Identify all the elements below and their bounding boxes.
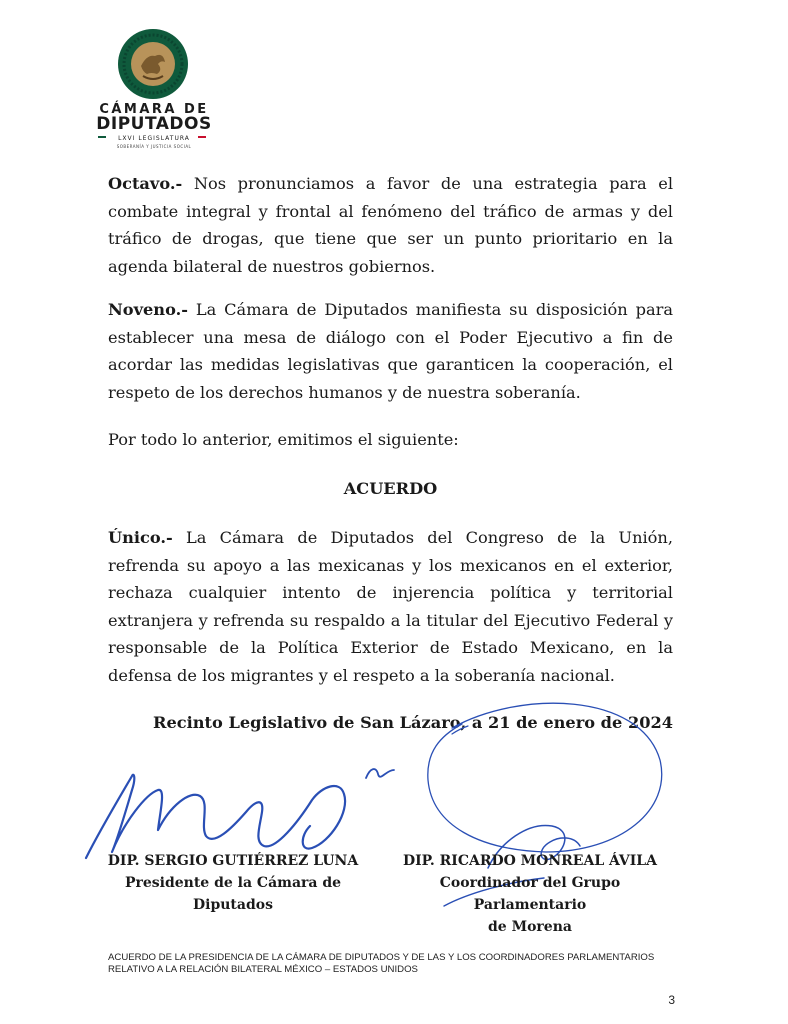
signature-left-flourish [366,769,394,778]
paragraph-text: La Cámara de Diputados del Congreso de la Unión, refrenda su apoyo a las mexicanas y los mexicanos en el exterior, rechaza cualquier intento de injerencia política y territorial extranjera y refrenda su respaldo a la titular del Ejecutivo Federal y responsable de la Política Exterior de Estado Mexicano, en la defensa de los migrantes y el respeto a la soberanía nacional. [108,528,673,685]
paragraph-text: La Cámara de Diputados manifiesta su disposición para establecer una mesa de diálogo con el Poder Ejecutivo a fin de acordar las medidas legislativas que garanticen la cooperación, el respeto de los derechos humanos y de nuestra soberanía. [108,300,673,402]
signatory-gutierrez [98,850,368,916]
logo-motto: SOBERANÍA Y JUSTICIA SOCIAL [116,144,192,149]
paragraph-octavo [108,170,673,280]
signatory-role: Coordinador del Grupo [439,875,621,891]
signatory-name: DIP. RICARDO MONREAL ÁVILA [402,853,658,869]
paragraph-label: Único.- [108,528,173,547]
footer-note [108,952,688,976]
signatory-role: de Morena [488,919,572,935]
signatory-monreal [385,850,675,938]
flag-bar-green [98,136,106,138]
paragraph-noveno [108,296,673,406]
logo-line2: DIPUTADOS [96,114,212,134]
place-and-date: Recinto Legislativo de San Lázaro, a 21 de enero de 2024 [153,713,673,732]
paragraph-unico [108,524,673,689]
logo-line1: CÁMARA DE [99,102,209,117]
section-heading: ACUERDO [343,479,438,498]
chamber-logo [92,28,216,149]
paragraph-text: Nos pronunciamos a favor de una estrategia para el combate integral y frontal al fenómeno del tráfico de armas y del tráfico de drogas, que tiene que ser un punto prioritario en la agenda bilateral de nuestros gobiernos. [108,174,673,276]
footer-line: RELATIVO A LA RELACIÓN BILATERAL MÉXICO – ESTADOS UNIDOS [108,964,418,975]
national-seal-icon [117,28,189,100]
signatory-name: DIP. SERGIO GUTIÉRREZ LUNA [107,853,359,869]
page-number: 3 [668,993,675,1007]
paragraph-label: Noveno.- [108,300,188,319]
paragraph-intro: Por todo lo anterior, emitimos el siguiente: [108,430,459,449]
paragraph-label: Octavo.- [108,174,183,193]
footer-line: ACUERDO DE LA PRESIDENCIA DE LA CÁMARA DE DIPUTADOS Y DE LAS Y LOS COORDINADORES PARLAMENTARIOS [108,952,655,963]
signature-left [86,775,345,858]
flag-bar-red [198,136,206,138]
logo-legislature: LXVI LEGISLATURA [118,135,190,142]
signatory-role: Diputados [193,897,273,913]
signatory-role: Parlamentario [473,897,587,913]
signatory-role: Presidente de la Cámara de [124,875,342,891]
